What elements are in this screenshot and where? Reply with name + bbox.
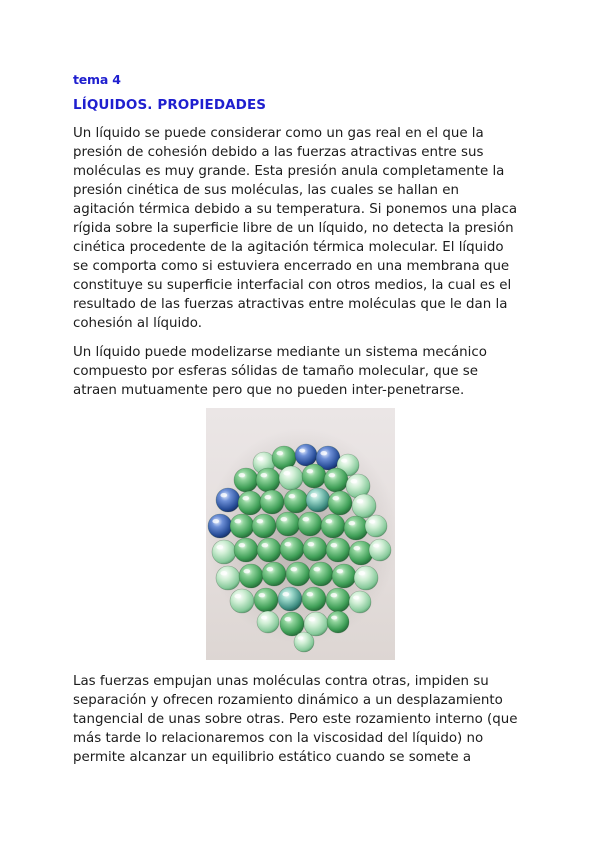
text-line: Un líquido puede modelizarse mediante un sistema mecánico <box>73 345 487 360</box>
text-line: se comporta como si estuviera encerrado en una membrana que <box>73 259 510 274</box>
text-line: separación y ofrecen rozamiento dinámico a un desplazamiento <box>73 693 503 708</box>
text-line: Un líquido se puede considerar como un gas real en el que la <box>73 126 484 141</box>
paragraph-liquid-definition <box>73 124 533 333</box>
page-title: LÍQUIDOS. PROPIEDADES <box>73 97 267 113</box>
paragraph-mechanical-model <box>73 343 533 400</box>
text-line: agitación térmica debido a su temperatura. Si ponemos una placa <box>73 202 518 217</box>
text-line: más tarde lo relacionaremos con la viscosidad del líquido) no <box>73 731 484 746</box>
text-line: presión de cohesión debido a las fuerzas atractivas entre sus <box>73 145 484 160</box>
text-line: permite alcanzar un equilibrio estático cuando se somete a <box>73 750 472 765</box>
text-line: constituye su superficie interfacial con otros medios, la cual es el <box>73 278 512 293</box>
text-line: presión cinética de sus moléculas, las cuales se hallan en <box>73 183 460 198</box>
text-line: compuesto por esferas sólidas de tamaño molecular, que se <box>73 364 478 379</box>
marbles-illustration <box>206 408 395 660</box>
paragraph-forces <box>73 672 533 767</box>
marbles-photo <box>206 408 395 660</box>
text-line: atraen mutuamente pero que no pueden inter-penetrarse. <box>73 383 465 398</box>
text-line: Las fuerzas empujan unas moléculas contra otras, impiden su <box>73 674 489 689</box>
topic-label: tema 4 <box>73 72 121 87</box>
text-line: cinética procedente de la agitación térmica molecular. El líquido <box>73 240 504 255</box>
text-line: rígida sobre la superficie libre de un líquido, no detecta la presión <box>73 221 514 236</box>
text-line: cohesión al líquido. <box>73 316 202 331</box>
text-line: moléculas es muy grande. Esta presión anula completamente la <box>73 164 505 179</box>
text-line: tangencial de unas sobre otras. Pero este rozamiento interno (que <box>73 712 518 727</box>
text-line: resultado de las fuerzas atractivas entre moléculas que le dan la <box>73 297 508 312</box>
